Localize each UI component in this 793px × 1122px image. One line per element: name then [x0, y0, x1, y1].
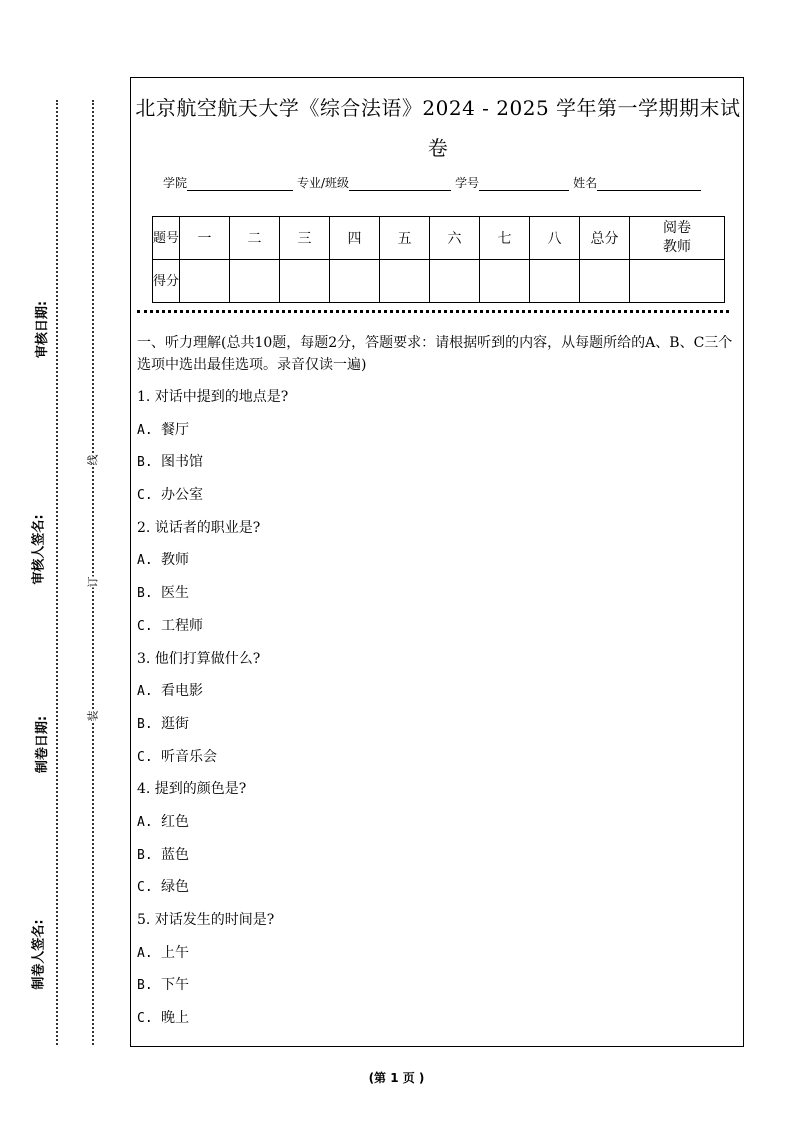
question-stem: 1. 对话中提到的地点是? — [137, 389, 289, 405]
question-option[interactable] — [137, 1005, 288, 1038]
score-cell-3[interactable] — [280, 260, 330, 303]
score-table-header-row — [153, 217, 725, 260]
option-text: 办公室 — [161, 487, 203, 504]
option-letter: A. — [137, 945, 153, 961]
student-info-row — [163, 174, 705, 191]
exam-title — [131, 88, 745, 168]
question-option[interactable] — [137, 842, 288, 875]
reviewer-header — [630, 217, 725, 260]
page-number: (第 1 页 ) — [368, 1071, 425, 1085]
exam-title-line2: 卷 — [427, 136, 449, 160]
option-text: 工程师 — [161, 617, 203, 634]
question-stem: 3. 他们打算做什么? — [137, 650, 261, 667]
col-3: 三 — [280, 217, 330, 260]
option-text: 教师 — [161, 552, 189, 569]
college-field[interactable] — [187, 176, 293, 191]
reviewer-header-line1: 阅卷 — [663, 220, 691, 236]
question-stem: 5. 对话发生的时间是? — [137, 912, 275, 928]
score-cell-6[interactable] — [430, 260, 480, 303]
question-stem: 4. 提到的颜色是? — [137, 781, 247, 798]
option-text: 餐厅 — [161, 421, 189, 438]
option-letter: A. — [137, 422, 153, 438]
maker-sign-label: 制卷人签名: — [28, 917, 47, 991]
option-letter: A. — [137, 684, 153, 700]
option-text: 上午 — [161, 944, 189, 961]
score-cell-8[interactable] — [530, 260, 580, 303]
binding-mark-fold: 装 — [83, 711, 103, 722]
score-cell-4[interactable] — [330, 260, 380, 303]
binding-mark-line: 线 — [83, 455, 103, 466]
option-text: 绿色 — [161, 879, 189, 896]
score-cell-total[interactable] — [580, 260, 630, 303]
exam-paper-frame — [130, 77, 744, 1047]
option-text: 逛街 — [161, 715, 189, 732]
option-letter: B. — [137, 716, 153, 732]
col-2: 二 — [230, 217, 280, 260]
score-cell-2[interactable] — [230, 260, 280, 303]
question-option[interactable] — [137, 678, 288, 711]
binding-mark-bind: 订 — [83, 577, 103, 588]
student-id-label: 学号 — [455, 176, 480, 190]
option-letter: C. — [137, 749, 153, 765]
reviewer-header-line2: 教师 — [663, 239, 691, 255]
question-option[interactable] — [137, 711, 288, 744]
question-number-header: 题号 — [153, 217, 180, 260]
score-cell-5[interactable] — [380, 260, 430, 303]
option-letter: C. — [137, 1011, 153, 1027]
student-id-field[interactable] — [479, 176, 569, 191]
question-option[interactable] — [137, 547, 288, 580]
option-text: 红色 — [161, 813, 189, 830]
question-option[interactable] — [137, 809, 288, 842]
col-total: 总分 — [580, 217, 630, 260]
option-text: 下午 — [161, 977, 189, 994]
major-class-field[interactable] — [349, 176, 451, 191]
col-6: 六 — [430, 217, 480, 260]
col-8: 八 — [530, 217, 580, 260]
question-option[interactable] — [137, 940, 288, 973]
reviewer-sign-label: 审核人签名: — [28, 512, 47, 586]
question-option[interactable] — [137, 417, 288, 450]
question-option[interactable] — [137, 449, 288, 482]
score-cell-reviewer[interactable] — [630, 260, 725, 303]
option-text: 看电影 — [161, 683, 203, 700]
question-option[interactable] — [137, 580, 288, 613]
binding-dotted-line-inner — [92, 100, 94, 1045]
option-letter: C. — [137, 488, 153, 504]
option-letter: C. — [137, 618, 153, 634]
section1-instructions: 一、听力理解(总共10题，每题2分，答题要求：请根据听到的内容，从每题所给的A、B、C三个选项中选出最佳选项。录音仅读一遍) — [137, 335, 733, 373]
col-1: 一 — [180, 217, 230, 260]
option-letter: A. — [137, 814, 153, 830]
option-text: 蓝色 — [161, 846, 189, 863]
score-table-score-row — [153, 260, 725, 303]
name-label: 姓名 — [573, 176, 598, 190]
major-class-label: 专业/班级 — [297, 176, 350, 190]
question-list — [137, 384, 288, 1038]
col-5: 五 — [380, 217, 430, 260]
section-divider — [137, 310, 729, 313]
review-date-label: 审核日期: — [31, 299, 50, 360]
option-letter: B. — [137, 847, 153, 863]
option-letter: B. — [137, 978, 153, 994]
binding-margin — [0, 0, 128, 1122]
question-option[interactable] — [137, 972, 288, 1005]
score-cell-7[interactable] — [480, 260, 530, 303]
question-option[interactable] — [137, 613, 288, 646]
exam-title-line1: 北京航空航天大学《综合法语》2024 - 2025 学年第一学期期末试 — [135, 96, 741, 120]
name-field[interactable] — [597, 176, 701, 191]
question-stem: 2. 说话者的职业是? — [137, 519, 261, 536]
option-letter: B. — [137, 455, 153, 471]
option-letter: A. — [137, 553, 153, 569]
made-date-label: 制卷日期: — [31, 714, 50, 775]
option-text: 医生 — [161, 585, 189, 602]
option-letter: C. — [137, 880, 153, 896]
college-label: 学院 — [163, 176, 188, 190]
option-text: 图书馆 — [161, 454, 203, 471]
col-4: 四 — [330, 217, 380, 260]
binding-dotted-line-outer — [56, 100, 58, 1045]
option-text: 晚上 — [161, 1010, 189, 1027]
score-table — [152, 216, 725, 303]
option-text: 听音乐会 — [161, 748, 217, 765]
score-row-header: 得分 — [153, 260, 180, 303]
question-option[interactable] — [137, 744, 288, 777]
score-cell-1[interactable] — [180, 260, 230, 303]
question-option[interactable] — [137, 874, 288, 907]
question-option[interactable] — [137, 482, 288, 515]
col-7: 七 — [480, 217, 530, 260]
option-letter: B. — [137, 586, 153, 602]
